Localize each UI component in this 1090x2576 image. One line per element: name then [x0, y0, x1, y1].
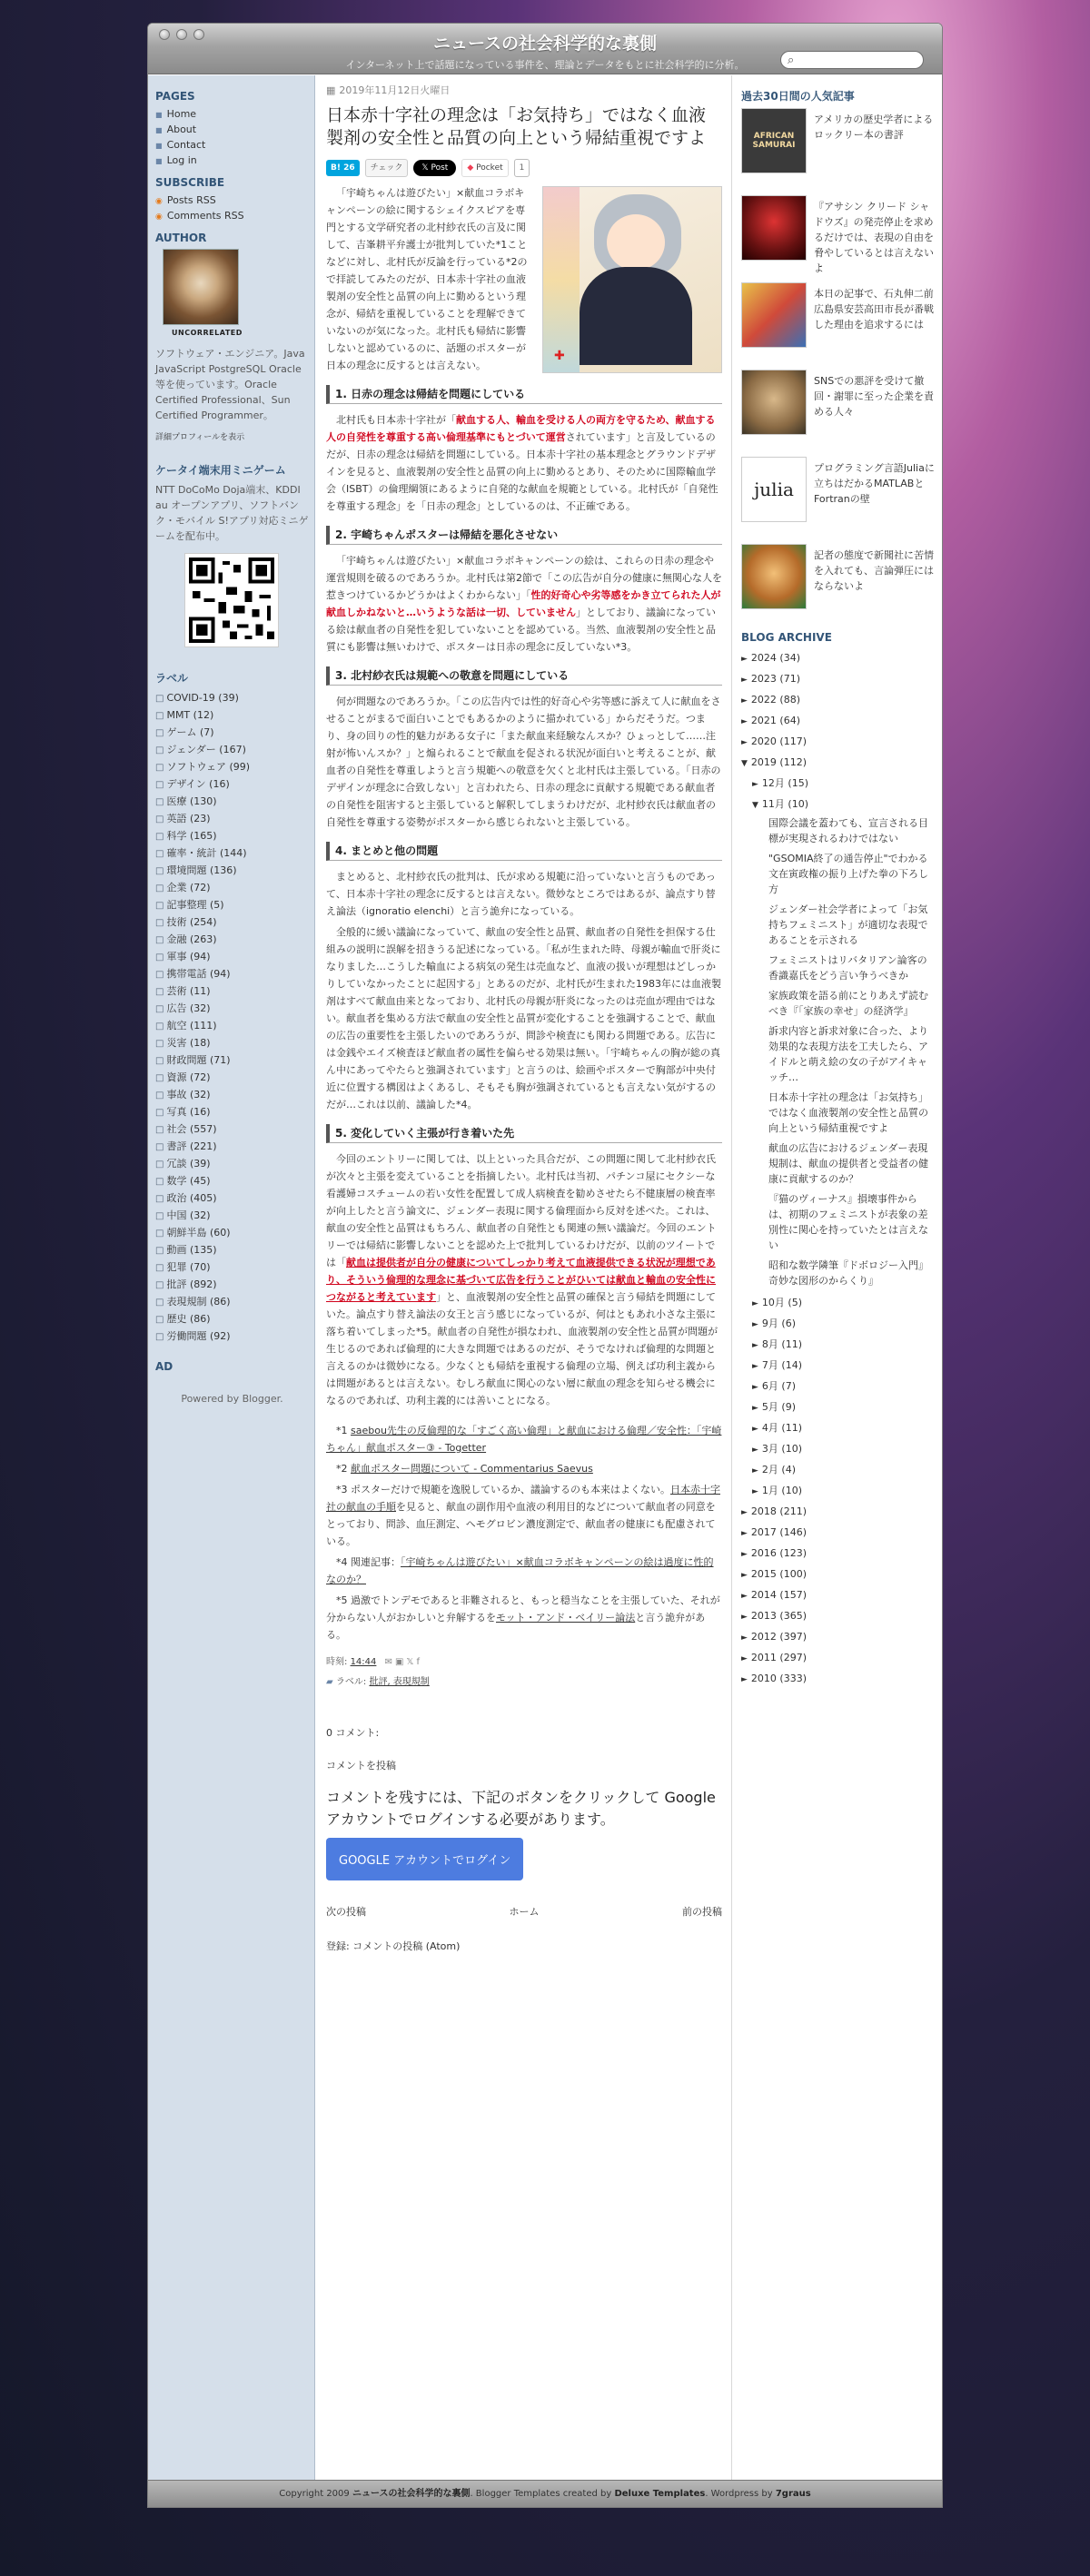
label-link[interactable]: □ 携帯電話 (94)	[155, 966, 309, 983]
author-title: AUTHOR	[155, 232, 207, 244]
archive-post-list	[741, 815, 935, 1288]
archive-label[interactable]: 2018	[750, 1505, 777, 1517]
archive-item[interactable]	[741, 669, 935, 690]
archive-label[interactable]: 1月	[761, 1485, 778, 1496]
section-2-title: 2. 宇崎ちゃんポスターは帰結を悪化させない	[326, 526, 722, 545]
label-link[interactable]: □ ジェンダー (167)	[155, 742, 309, 759]
label-link[interactable]: □ デザイン (16)	[155, 776, 309, 794]
blog-archive	[741, 648, 935, 1690]
time-label: 時刻:	[326, 1657, 348, 1667]
archive-count: (88)	[779, 694, 801, 706]
red-cross-icon: ✚	[554, 349, 565, 363]
footnote-3: *3 ポスターだけで規範を逸脱しているか、議論するのも本来はよくない。日本赤十字社の献血の手順を見ると、献血の副作用や血液の利用目的などについて献血者の同意をとっており、問診、血圧測定、ヘモグロビン濃度測定で、献血者の健康にも配慮されている。	[326, 1484, 720, 1547]
archive-count: (4)	[781, 1464, 797, 1476]
atom-subscribe: 登録: コメントの投稿 (Atom)	[326, 1940, 461, 1952]
archive-label[interactable]: 2016	[750, 1547, 777, 1559]
label-link[interactable]: □ 環境問題 (136)	[155, 863, 309, 880]
search-input[interactable]	[780, 51, 924, 69]
archive-label[interactable]: 9月	[761, 1318, 778, 1329]
powered-by[interactable]: Powered by Blogger.	[181, 1393, 283, 1405]
popular-post-thumbnail[interactable]: AFRICAN SAMURAI	[741, 108, 807, 173]
archive-item[interactable]	[741, 1314, 935, 1335]
popular-post-item[interactable]	[741, 195, 935, 274]
archive-count: (34)	[779, 652, 801, 664]
footnote-1: *1 saebou先生の反倫理的な「すごく高い倫理」と献血における倫理／安全性：「宇崎ちゃん」献血ポスター③ - Togetter	[326, 1425, 722, 1454]
archive-count: (15)	[788, 777, 809, 789]
archive-item[interactable]	[741, 690, 935, 711]
archive-count: (211)	[779, 1505, 808, 1517]
popular-post-thumbnail[interactable]	[741, 195, 807, 261]
caret-right-icon[interactable]: ►	[752, 1383, 758, 1392]
archive-post-link[interactable]: 献血の広告におけるジェンダー表現規制は、献血の提供者と受益者の健康に貢献するのか？	[768, 1142, 928, 1185]
author-avatar[interactable]	[163, 249, 239, 325]
archive-count: (146)	[779, 1526, 808, 1538]
archive-post-link[interactable]: "GSOMIA終了の通告停止"でわかる文在寅政権の振り上げた拳の下ろし方	[768, 853, 928, 895]
archive-label[interactable]: 10月	[761, 1297, 785, 1308]
site-title[interactable]: ニュースの社会科学的な裏側	[432, 34, 658, 54]
pocket-count: 1	[514, 159, 530, 177]
archive-label[interactable]: 5月	[761, 1401, 778, 1413]
label-link[interactable]: □ 政治 (405)	[155, 1190, 309, 1208]
archive-count: (5)	[788, 1297, 803, 1308]
archive-count: (71)	[779, 673, 801, 685]
popular-post-thumbnail[interactable]	[741, 370, 807, 435]
popular-post-item[interactable]	[741, 457, 935, 529]
archive-item[interactable]	[741, 1606, 935, 1627]
caret-right-icon[interactable]: ►	[752, 1341, 758, 1350]
archive-item[interactable]	[741, 1627, 935, 1648]
x-icon: 𝕏	[421, 163, 431, 173]
page-link[interactable]: ■ Contact	[155, 138, 309, 153]
label-link[interactable]: □ 冗談 (39)	[155, 1156, 309, 1173]
x-post-button[interactable]	[413, 160, 456, 176]
label-link[interactable]: □ COVID-19 (39)	[155, 690, 309, 707]
label-link[interactable]: □ 批評 (892)	[155, 1277, 309, 1294]
archive-item[interactable]	[741, 1502, 935, 1523]
home-link[interactable]: ホーム	[509, 1906, 540, 1918]
footnote-4: *4 関連記事：「宇崎ちゃんは遊びたい」×献血コラボキャンペーンの絵は過度に性的なのか？	[326, 1556, 714, 1585]
label-link[interactable]: □ 航空 (111)	[155, 1018, 309, 1035]
archive-title: BLOG ARCHIVE	[741, 631, 832, 644]
popular-post-item[interactable]	[741, 282, 935, 355]
mobile-text: NTT DoCoMo Doja端末、KDDI au オープンアプリ、ソフトバンク・モバイル S!アプリ対応ミニゲームを配布中。	[155, 484, 309, 542]
archive-count: (11)	[781, 1422, 803, 1434]
post-navigation	[326, 1904, 722, 1919]
newer-post-link[interactable]: 次の投稿	[326, 1906, 366, 1918]
share-bar	[326, 159, 722, 177]
caret-right-icon[interactable]: ►	[752, 1404, 758, 1413]
label-link[interactable]: □ ソフトウェア (99)	[155, 759, 309, 776]
comments-count: 0 コメント:	[326, 1727, 380, 1739]
ad-title: AD	[155, 1360, 173, 1373]
archive-item[interactable]	[741, 732, 935, 753]
archive-label[interactable]: 2011	[750, 1652, 777, 1663]
popular-post-item[interactable]	[741, 108, 935, 181]
archive-item[interactable]	[741, 1585, 935, 1606]
archive-item[interactable]	[741, 1460, 935, 1481]
caret-right-icon[interactable]: ►	[741, 1529, 748, 1538]
archive-label[interactable]: 2012	[750, 1631, 777, 1643]
caret-right-icon[interactable]: ►	[752, 1446, 758, 1455]
intro-paragraph: 「宇崎ちゃんは遊びたい」×献血コラボキャンペーンの絵に関するシェイクスピアを専門とする文学研究者の北村紗衣氏の言及に関して、吉峯耕平弁護士が批判していた*1ことなどに対し、北村氏が反論を行っている*2ので拝読してみたのだが、日本赤十字社の血液製剤の安全性と品質の向上に勤めるという理念が、帰結を重視していることを理解できていないのが気になった。北村氏も帰結に影響しないと認めているのに、話題のポスターが日本の理念に反するとは言えない。	[326, 187, 528, 371]
caret-right-icon[interactable]: ►	[741, 1675, 748, 1684]
archive-count: (14)	[781, 1359, 803, 1371]
archive-post-link[interactable]: 昭和な数学隣筆『ドボロジー入門』奇妙な図形のからくり』	[768, 1259, 928, 1287]
page-link[interactable]: ■ Home	[155, 107, 309, 123]
labels-title: ラベル	[155, 672, 189, 685]
footer-site-link[interactable]: ニュースの社会科学的な裏側	[352, 2489, 471, 2499]
archive-post-link[interactable]: ジェンダー社会学者によって「お気持ちフェミニスト」が適切な表現であることを示される	[768, 903, 928, 946]
section-4-paragraph-b: 全般的に緩い議論になっていて、献血の安全性と品質、献血者の自発性を担保する仕組みの説明に誤解を招きうる記述になっている。「私が生まれた時、母親が輸血で肝炎になりました…こうした輸血による病気の発生は売血など、血液の扱いが理想はどしっかりしていなかったことに起因する」とあるのだが、北村氏が生まれた1983年には血液製剤はすべて献血由来となっており、北村氏の母親が肝炎になったのは売血が理由ではない。献血者を集める方法で献血の安全性と品質が変化することを強調することで、献血の広告の重要性を主張したいのであろうが、問診や検査にも関わる問題である。広告には金銭やエイズ検査ほど献血者の属性を偏らせる効果は無い。「宇崎ちゃんの胸が総の真ん中にあってやたらと強調されています」と言うのは、絵画やポスターで胸部が中央付近に位置する構図はよくあるし、そもそも胸が強調されているとも言えない気がするのだが…これは以前、議論した*4。	[326, 926, 721, 1110]
archive-count: (123)	[779, 1547, 808, 1559]
label-link[interactable]: □ 表現規制 (86)	[155, 1294, 309, 1311]
footnote-1-link[interactable]: saebou先生の反倫理的な「すごく高い倫理」と献血における倫理／安全性：「宇崎ちゃん」献血ポスター③ - Togetter	[326, 1425, 722, 1454]
caret-right-icon[interactable]: ►	[741, 676, 748, 685]
older-post-link[interactable]: 前の投稿	[682, 1906, 722, 1918]
archive-post-link[interactable]: 日本赤十字社の理念は「お気持ち」ではなく血液製剤の安全性と品質の向上という帰結重視ですよ	[768, 1091, 928, 1134]
label-link[interactable]: □ 軍事 (94)	[155, 949, 309, 966]
label-link[interactable]: □ 朝鮮半島 (60)	[155, 1225, 309, 1242]
label-link[interactable]: □ 芸術 (11)	[155, 983, 309, 1001]
archive-label[interactable]: 4月	[761, 1422, 778, 1434]
footnote-3-link[interactable]: 日本赤十字社の献血の手順	[326, 1484, 720, 1513]
right-sidebar	[731, 75, 942, 2480]
section-4-title: 4. まとめと他の問題	[326, 842, 722, 861]
signin-prompt: コメントを残すには、下記のボタンをクリックして Google アカウントでログインする必要があります。	[326, 1789, 716, 1828]
label-link[interactable]: □ 中国 (32)	[155, 1208, 309, 1225]
label-link[interactable]: □ 記事整理 (5)	[155, 897, 309, 914]
archive-item[interactable]	[741, 1418, 935, 1439]
label-link[interactable]: □ 確率・統計 (144)	[155, 845, 309, 863]
popular-post-thumbnail[interactable]	[741, 282, 807, 348]
archive-post-link[interactable]: フェミニストはリバタリアン論客の香識嘉氏をどう言い争うべきか	[768, 954, 927, 982]
label-link[interactable]: □ 資源 (72)	[155, 1070, 309, 1087]
archive-item[interactable]	[741, 1397, 935, 1418]
archive-item[interactable]	[741, 774, 935, 795]
post-comment-link[interactable]: コメントを投稿	[326, 1760, 396, 1772]
label-link[interactable]: □ 財政問題 (71)	[155, 1052, 309, 1070]
post-illustration[interactable]	[542, 186, 722, 373]
archive-label[interactable]: 12月	[761, 777, 785, 789]
archive-item[interactable]	[741, 1481, 935, 1502]
archive-label[interactable]: 2022	[750, 694, 777, 706]
section-1-paragraph: 北村氏も日本赤十字社が「献血する人、輸血を受ける人の両方を守るため、献血する人の自発性を尊重する高い倫理基準にもとづいて運営されています」と言及しているのだが、日赤の理念は帰結を問題にしている。日本赤十字社の基本理念とグラウンドデザインを見ると、血液製剤の安全性と品質の向上に勤めるとあり、そのために国際輸血学会（ISBT）の倫理綱領にあるように自発的な献血を規範としている。北村氏が「自発性を尊重する理念」を「日赤の理念」としているのは、不正確である。	[326, 414, 718, 512]
caret-down-icon[interactable]: ▼	[741, 759, 748, 768]
section-4-paragraph-a: まとめると、北村紗衣氏の批判は、氏が求める規範に沿っていないと言うものであって、日本赤十字社の理念に反するとは言えない。微妙なところではあるが、論点すり替え論法（ignoratio elenchi）と言う詭弁になっている。	[326, 871, 716, 917]
archive-label[interactable]: 2017	[750, 1526, 777, 1538]
archive-post-link[interactable]: 『猫のヴィーナス』損壊事件から は、初期のフェミニストが表象の差別性に関心を持っていたとは言えない	[768, 1193, 928, 1251]
section-5-paragraph: 今回のエントリーに関しては、以上といった具合だが、この問題に関して北村紗衣氏が次々と主張を変えていることを指摘したい。北村氏は当初、パチンコ屋にセクシーな看護婦コスチュームの若い女性を配置して成人病検査を勧めさせたら不健康層の検査率が向上したと言う論文に、ジェンダー表現に関する倫理面から反対を述べた。これは、献血の安全性と品質はもちろん、献血者の自発性とも関連の無い議論だ。今回のエントリーでは帰結に影響しないことを認めた上で批判しているわけだが、以前のツイートでは「献血は提供者が自分の健康についてしっかり考えて血液提供できる状況が理想であり、そういう倫理的な理念に基づいて広告を行うことがひいては献血と輸血の安全性につながると考えています」と、血液製剤の安全性と品質の確保と言う帰結を問題にしていた。論点すり替え論法の女王と言う感じになっているが、何はともあれ小さな主張に落ち着いてしまった*5。献血者の自発性が損なわれ、血液製剤の安全性と品質が問題が生じるのであれば倫理的に大きな問題ではあるのだが、そうでなければ倫理的な問題と言えるのかは微妙になる。少なくとも帰結を重視する倫理の立場、例えば功利主義からは問題があるとは言えない。むしろ献血に関心のない層に献血の理念を知らせる機会になるのであれば、功利主義的には善いことになる。	[326, 1153, 718, 1406]
post-date	[326, 83, 722, 97]
caret-right-icon[interactable]: ►	[741, 696, 748, 706]
label-link[interactable]: □ 動画 (135)	[155, 1242, 309, 1259]
blog-this-icon[interactable]: ▣	[394, 1657, 407, 1667]
rss-link[interactable]: ◉ Comments RSS	[155, 209, 309, 224]
caret-right-icon[interactable]: ►	[752, 1299, 758, 1308]
pocket-icon: ◆	[467, 163, 477, 173]
section-3-paragraph: 何が問題なのであろうか。「この広告内では性的好奇心や劣等感に訴えて人に献血をさせることがまるで面白いことでもあるかのように描かれている」からだそうだ。つまり、身の回りの性的魅力がある女子に「また献血来経験なんスか？ひょっとして……注射が怖いんスか？」と煽られることで献血を促される状況が面白いと考えることが、献血者の自発性を尊重しようと言う規範への敬意を欠くと北村氏は主張している。「日赤のデザインが理念に合致しない」と言われたら、日赤の理念に貢献する規範である献血者の自発性を阻害すると主張していると解釈してしまうわけだが、北村紗衣氏は献血者の自発性を尊重する姿勢がポスターから感じられないと主張している。	[326, 696, 721, 828]
archive-label[interactable]: 2021	[750, 715, 777, 726]
author-bio: ソフトウェア・エンジニア。Java JavaScript PostgreSQL Oracle 等を使っています。Oracle Certified Professional、Sun Certified Programmer。	[155, 348, 305, 421]
caret-right-icon[interactable]: ►	[741, 1654, 748, 1663]
archive-post-link[interactable]: 家族政策を語る前にとりあえず読むべき『「家族の幸せ」の経済学』	[768, 990, 928, 1017]
mobile-title: ケータイ端末用ミニゲーム	[155, 464, 286, 477]
author-name: UNCORRELATED	[172, 329, 243, 337]
caret-right-icon[interactable]: ►	[741, 738, 748, 747]
archive-label[interactable]: 11月	[761, 798, 785, 810]
caret-right-icon[interactable]: ►	[752, 1466, 758, 1476]
caret-right-icon[interactable]: ►	[741, 1508, 748, 1517]
archive-item[interactable]	[741, 648, 935, 669]
caret-right-icon[interactable]: ►	[741, 1592, 748, 1601]
archive-label[interactable]: 2015	[750, 1568, 777, 1580]
label-link[interactable]: □ 広告 (32)	[155, 1001, 309, 1018]
archive-label[interactable]: 2013	[750, 1610, 777, 1622]
archive-item[interactable]	[741, 1523, 935, 1544]
post-date-text: 2019年11月12日火曜日	[339, 84, 451, 96]
popular-post-thumbnail[interactable]: julia	[741, 457, 807, 522]
post-column	[315, 75, 731, 2480]
archive-label[interactable]: 6月	[761, 1380, 778, 1392]
archive-item[interactable]	[741, 1669, 935, 1690]
archive-count: (333)	[779, 1673, 808, 1684]
archive-count: (64)	[779, 715, 801, 726]
caret-right-icon[interactable]: ►	[741, 655, 748, 664]
caret-right-icon[interactable]: ►	[752, 780, 758, 789]
share-x-icon[interactable]: 𝕏	[406, 1657, 417, 1667]
post-labels-link[interactable]: 批評, 表現規制	[369, 1677, 430, 1687]
archive-count: (365)	[779, 1610, 808, 1622]
archive-item[interactable]	[741, 1439, 935, 1460]
qr-code-icon	[184, 553, 279, 647]
archive-label[interactable]: 3月	[761, 1443, 778, 1455]
caret-right-icon[interactable]: ►	[741, 1571, 748, 1580]
popular-post-title[interactable]: 記者の態度で新聞社に苦情を入れても、言論弾圧にはならないよ	[814, 549, 934, 592]
archive-count: (100)	[779, 1568, 808, 1580]
archive-label[interactable]: 7月	[761, 1359, 778, 1371]
popular-post-title[interactable]: SNSでの悪評を受けて撤回・謝罪に至った企業を責める人々	[814, 375, 934, 418]
facebook-icon[interactable]: f	[416, 1657, 423, 1667]
popular-post-title[interactable]: アメリカの歴史学者によるロックリー本の書評	[814, 114, 934, 141]
caret-right-icon[interactable]: ►	[741, 1613, 748, 1622]
profile-link[interactable]: 詳細プロフィールを表示	[155, 433, 245, 442]
caret-right-icon[interactable]: ►	[741, 1550, 748, 1559]
email-icon[interactable]: ✉	[384, 1657, 395, 1667]
atom-feed-link[interactable]: コメントの投稿 (Atom)	[352, 1940, 461, 1952]
page-link[interactable]: ■ Log in	[155, 153, 309, 169]
footnote-4-link[interactable]: 「宇崎ちゃんは遊びたい」×献血コラボキャンペーンの絵は過度に性的なのか？	[326, 1556, 714, 1585]
archive-count: (117)	[779, 735, 808, 747]
site-description: インターネット上で話題になっている事件を、理論とデータをもとに社会科学的に分析。	[345, 59, 745, 71]
archive-item[interactable]	[741, 1293, 935, 1314]
section-5-title: 5. 変化していく主張が行き着いた先	[326, 1124, 722, 1143]
label-link[interactable]: □ 災害 (18)	[155, 1035, 309, 1052]
label-link[interactable]: □ 書評 (221)	[155, 1139, 309, 1156]
label-link[interactable]: □ 医療 (130)	[155, 794, 309, 811]
label-link[interactable]: □ 社会 (557)	[155, 1121, 309, 1139]
x-post-label: Post	[431, 163, 449, 173]
subscribe-list	[155, 193, 309, 224]
archive-label[interactable]: 2月	[761, 1464, 778, 1476]
popular-posts	[741, 108, 935, 617]
pages-title: PAGES	[155, 90, 195, 103]
november-posts	[741, 815, 935, 1288]
check-button[interactable]: チェック	[365, 159, 409, 177]
archive-item[interactable]	[741, 1564, 935, 1585]
archive-count: (6)	[781, 1318, 797, 1329]
archive-item[interactable]	[741, 1377, 935, 1397]
archive-count: (10)	[788, 798, 809, 810]
footnote-2: *2 献血ポスター問題について - Commentarius Saevus	[336, 1463, 593, 1475]
caret-right-icon[interactable]: ►	[752, 1362, 758, 1371]
archive-count: (157)	[779, 1589, 808, 1601]
archive-label[interactable]: 2020	[750, 735, 777, 747]
post-time-link[interactable]: 14:44	[350, 1657, 377, 1667]
label-link[interactable]: □ 事故 (32)	[155, 1087, 309, 1104]
archive-label[interactable]: 2010	[750, 1673, 777, 1684]
google-signin-button[interactable]: GOOGLE アカウントでログイン	[326, 1838, 523, 1880]
archive-post-link[interactable]: 国際会議を蓋わても、宣言される目標が実現されるわけではない	[768, 817, 928, 844]
archive-label[interactable]: 8月	[761, 1338, 778, 1350]
post-footer	[326, 1653, 722, 1693]
archive-item[interactable]	[741, 1544, 935, 1564]
label-link[interactable]: □ MMT (12)	[155, 707, 309, 725]
tweet-quote-link[interactable]: 献血は提供者が自分の健康についてしっかり考えて血液提供できる状況が理想であり、そういう倫理的な理念に基づいて広告を行うことがひいては献血と輸血の安全性につながると考えています	[326, 1257, 716, 1303]
label-link[interactable]: □ 技術 (254)	[155, 914, 309, 932]
header	[148, 24, 942, 74]
footnote-2-link[interactable]: 献血ポスター問題について - Commentarius Saevus	[351, 1463, 593, 1475]
caret-right-icon[interactable]: ►	[741, 717, 748, 726]
post-title[interactable]: 日本赤十字社の理念は「お気持ち」ではなく血液製剤の安全性と品質の向上という帰結重視ですよ	[326, 105, 707, 148]
page-link[interactable]: ■ About	[155, 123, 309, 138]
calendar-icon: ▦	[326, 84, 336, 96]
popular-post-title[interactable]: 本日の記事で、石丸伸二前広島県安芸高田市長が番戦した理由を追求するには	[814, 288, 934, 331]
labels-label: ラベル:	[335, 1677, 367, 1687]
archive-count: (10)	[781, 1443, 803, 1455]
label-link[interactable]: □ 労働問題 (92)	[155, 1328, 309, 1346]
hatena-bookmark-button[interactable]: B! 26	[326, 160, 360, 176]
pages-list	[155, 107, 309, 169]
label-link[interactable]: □ 科学 (165)	[155, 828, 309, 845]
folder-icon: ▰	[326, 1677, 333, 1687]
popular-title: 過去30日間の人気記事	[741, 90, 855, 103]
archive-label[interactable]: 2014	[750, 1589, 777, 1601]
archive-post-link[interactable]: 訴求内容と訴求対象に合った、より効果的な表現方法を工夫したら、アイドルと萌え絵の女の子がアイキャッチ…	[768, 1025, 928, 1083]
footnotes	[326, 1422, 722, 1643]
popular-post-thumbnail[interactable]	[741, 544, 807, 609]
archive-label[interactable]: 2019	[750, 756, 777, 768]
deluxe-templates-link[interactable]: Deluxe Templates	[614, 2489, 706, 2499]
archive-item[interactable]	[741, 1356, 935, 1377]
caret-right-icon[interactable]: ►	[752, 1425, 758, 1434]
caret-down-icon[interactable]: ▼	[752, 801, 758, 810]
share-icons	[385, 1657, 422, 1667]
left-sidebar	[148, 75, 315, 2480]
label-link[interactable]: □ 英語 (23)	[155, 811, 309, 828]
label-link[interactable]: □ ゲーム (7)	[155, 725, 309, 742]
footnote-5-link[interactable]: モット・アンド・ベイリー論法	[496, 1612, 636, 1624]
search-icon: ⌕	[788, 54, 795, 67]
footnote-5: *5 過激でトンデモであると非難されると、もっと穏当なことを主張していた、それが分からない人がおかしいと弁解するをモット・アンド・ベイリー論法と言う詭弁がある。	[326, 1594, 720, 1641]
archive-item[interactable]	[741, 795, 935, 815]
caret-right-icon[interactable]: ►	[752, 1487, 758, 1496]
section-2-paragraph: 「宇崎ちゃんは遊びたい」×献血コラボキャンペーンの絵は、これらの日赤の理念や運営規則を破るのであろうか。北村氏は第2節で「この広告が自分の健康に無関心な人を惹きつけているかどうかはよくわからない」「性的好奇心や劣等感をかき立てられた人が献血しかねないと…いうような話は一切、していません」としており、議論になっている絵は献血者の自発性を犯していないことを認めている。当然、血液製剤の安全性と品質にも影響は無いわけで、ポスターは日赤の理念に反していない*3。	[326, 555, 722, 653]
caret-right-icon[interactable]: ►	[741, 1633, 748, 1643]
popular-post-title[interactable]: プログラミング言語Juliaに立ちはだかるMATLABとFortranの壁	[814, 462, 935, 505]
label-link[interactable]: □ 企業 (72)	[155, 880, 309, 897]
graus-link[interactable]: 7graus	[775, 2489, 811, 2499]
section-1-title: 1. 日赤の理念は帰結を問題にしている	[326, 385, 722, 404]
archive-item[interactable]	[741, 711, 935, 732]
rss-link[interactable]: ◉ Posts RSS	[155, 193, 309, 209]
archive-label[interactable]: 2024	[750, 652, 777, 664]
archive-count: (11)	[781, 1338, 803, 1350]
footer: Copyright 2009 ニュースの社会科学的な裏側. Blogger Templates created by Deluxe Templates. Wordpress by 7graus	[148, 2480, 942, 2507]
label-link[interactable]: □ 金融 (263)	[155, 932, 309, 949]
archive-label[interactable]: 2023	[750, 673, 777, 685]
archive-item[interactable]	[741, 753, 935, 774]
label-link[interactable]: □ 歴史 (86)	[155, 1311, 309, 1328]
label-link[interactable]: □ 写真 (16)	[155, 1104, 309, 1121]
archive-count: (112)	[779, 756, 808, 768]
archive-count: (297)	[779, 1652, 808, 1663]
page-window	[147, 23, 943, 2508]
subscribe-title: SUBSCRIBE	[155, 176, 225, 189]
section-3-title: 3. 北村紗衣氏は規範への敬意を問題にしている	[326, 666, 722, 686]
archive-count: (7)	[781, 1380, 797, 1392]
popular-post-item[interactable]	[741, 544, 935, 617]
pocket-button[interactable]	[461, 159, 508, 177]
pocket-label: Pocket	[476, 163, 503, 173]
popular-post-title[interactable]: 『アサシン クリード シャドウズ』の発売停止を求めるだけでは、表現の自由を脅やしているとは言えないよ	[814, 201, 934, 274]
archive-count: (9)	[781, 1401, 797, 1413]
archive-count: (397)	[779, 1631, 808, 1643]
popular-post-item[interactable]	[741, 370, 935, 442]
archive-item[interactable]	[741, 1335, 935, 1356]
archive-item[interactable]	[741, 1648, 935, 1669]
label-link[interactable]: □ 犯罪 (70)	[155, 1259, 309, 1277]
caret-right-icon[interactable]: ►	[752, 1320, 758, 1329]
label-link[interactable]: □ 数学 (45)	[155, 1173, 309, 1190]
archive-count: (10)	[781, 1485, 803, 1496]
labels-list	[155, 690, 309, 1346]
